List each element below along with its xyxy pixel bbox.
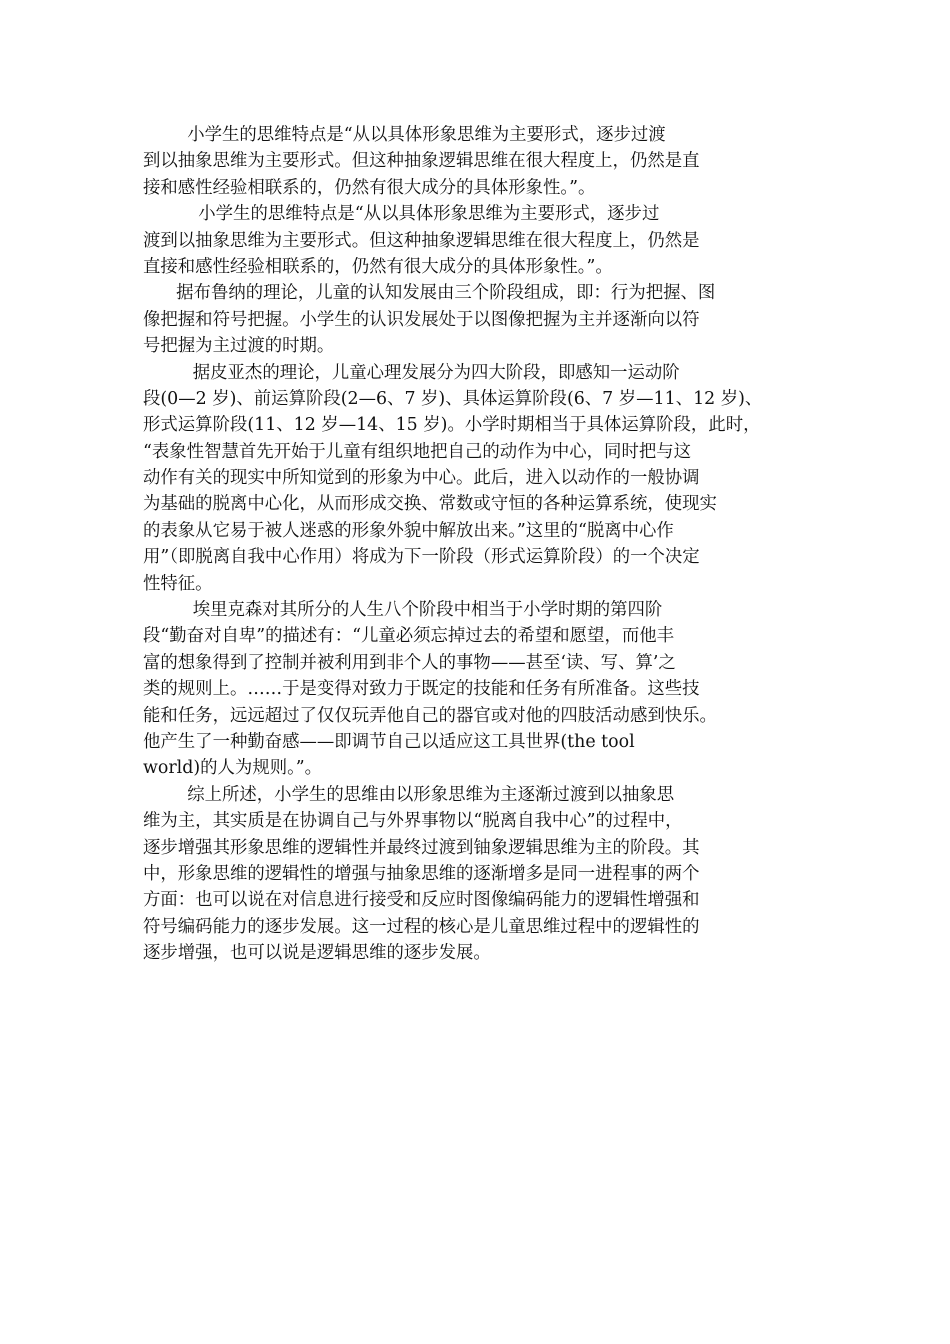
text-line: 段“勤奋对自卑”的描述有：“儿童必须忘掉过去的希望和愿望，而他丰	[143, 626, 675, 647]
text-line: 直接和感性经验相联系的，仍然有很大成分的具体形象性。”。	[143, 256, 613, 277]
text-line: 据布鲁纳的理论，儿童的认知发展由三个阶段组成，即：行为把握、图	[143, 283, 716, 304]
text-line: 性特征。	[143, 573, 213, 594]
text-line: 他产生了一种勤奋感——即调节自己以适应这工具世界(the tool	[143, 731, 635, 752]
text-line: “表象性智慧首先开始于儿童有组织地把自己的动作为中心，同时把与这	[143, 441, 692, 462]
text-line: 接和感性经验相联系的，仍然有很大成分的具体形象性。”。	[143, 177, 596, 198]
text-line: 据皮亚杰的理论，儿童心理发展分为四大阶段，即感知一运动阶	[143, 362, 680, 383]
text-line: 小学生的思维特点是“从以具体形象思维为主要形式，逐步过渡	[143, 125, 666, 145]
text-line: 的表象从它易于被人迷惑的形象外貌中解放出来。”这里的“脱离中心作	[143, 520, 674, 541]
text-line: 逐步增强，也可以说是逻辑思维的逐步发展。	[143, 943, 491, 964]
text-line: 用”（即脱离自我中心作用）将成为下一阶段（形式运算阶段）的一个决定	[143, 547, 700, 568]
text-line: 维为主，其实质是在协调自己与外界事物以“脱离自我中心”的过程中，	[143, 811, 683, 832]
text-line: 段(0—2 岁)、前运算阶段(2—6、7 岁)、具体运算阶段(6、7 岁—11、12 岁)、	[143, 388, 763, 409]
paragraph-4	[143, 360, 823, 598]
text-line: 中，形象思维的逻辑性的增强与抽象思维的逐渐增多是同一进程事的两个	[143, 863, 700, 884]
document-body	[143, 122, 823, 967]
text-line: world)的人为规则。”。	[143, 758, 323, 779]
text-line: 富的想象得到了控制并被利用到非个人的事物——甚至‘读、写、算’之	[143, 652, 676, 673]
paragraph-2	[143, 201, 823, 280]
text-line: 能和任务，远远超过了仅仅玩弄他自己的器官或对他的四肢活动感到快乐。	[143, 705, 717, 726]
text-line: 为基础的脱离中心化，从而形成交换、常数或守恒的各种运算系统，使现实	[143, 494, 717, 515]
text-line: 动作有关的现实中所知觉到的形象为中心。此后，进入以动作的一般协调	[143, 468, 700, 489]
text-line: 符号编码能力的逐步发展。这一过程的核心是儿童思维过程中的逻辑性的	[143, 916, 700, 937]
paragraph-6	[143, 782, 823, 967]
paragraph-3	[143, 280, 823, 359]
text-line: 到以抽象思维为主要形式。但这种抽象逻辑思维在很大程度上，仍然是直	[143, 151, 700, 172]
text-line: 方面：也可以说在对信息进行接受和反应时图像编码能力的逻辑性增强和	[143, 890, 700, 911]
text-line: 渡到以抽象思维为主要形式。但这种抽象逻辑思维在很大程度上，仍然是	[143, 230, 700, 251]
text-line: 号把握为主过渡的时期。	[143, 336, 335, 357]
text-line: 综上所述，小学生的思维由以形象思维为主逐渐过渡到以抽象思	[143, 784, 675, 805]
text-line: 形式运算阶段(11、12 岁—14、15 岁)。小学时期相当于具体运算阶段，此时，	[143, 415, 761, 436]
text-line: 埃里克森对其所分的人生八个阶段中相当于小学时期的第四阶	[143, 600, 663, 621]
text-line: 像把握和符号把握。小学生的认识发展处于以图像把握为主并逐渐向以符	[143, 309, 700, 330]
text-line: 小学生的思维特点是“从以具体形象思维为主要形式，逐步过	[143, 204, 660, 225]
text-line: 类的规则上。……于是变得对致力于既定的技能和任务有所准备。这些技	[143, 679, 700, 700]
paragraph-5	[143, 597, 823, 782]
text-line: 逐步增强其形象思维的逻辑性并最终过渡到铀象逻辑思维为主的阶段。其	[143, 837, 700, 858]
paragraph-1	[143, 122, 823, 201]
